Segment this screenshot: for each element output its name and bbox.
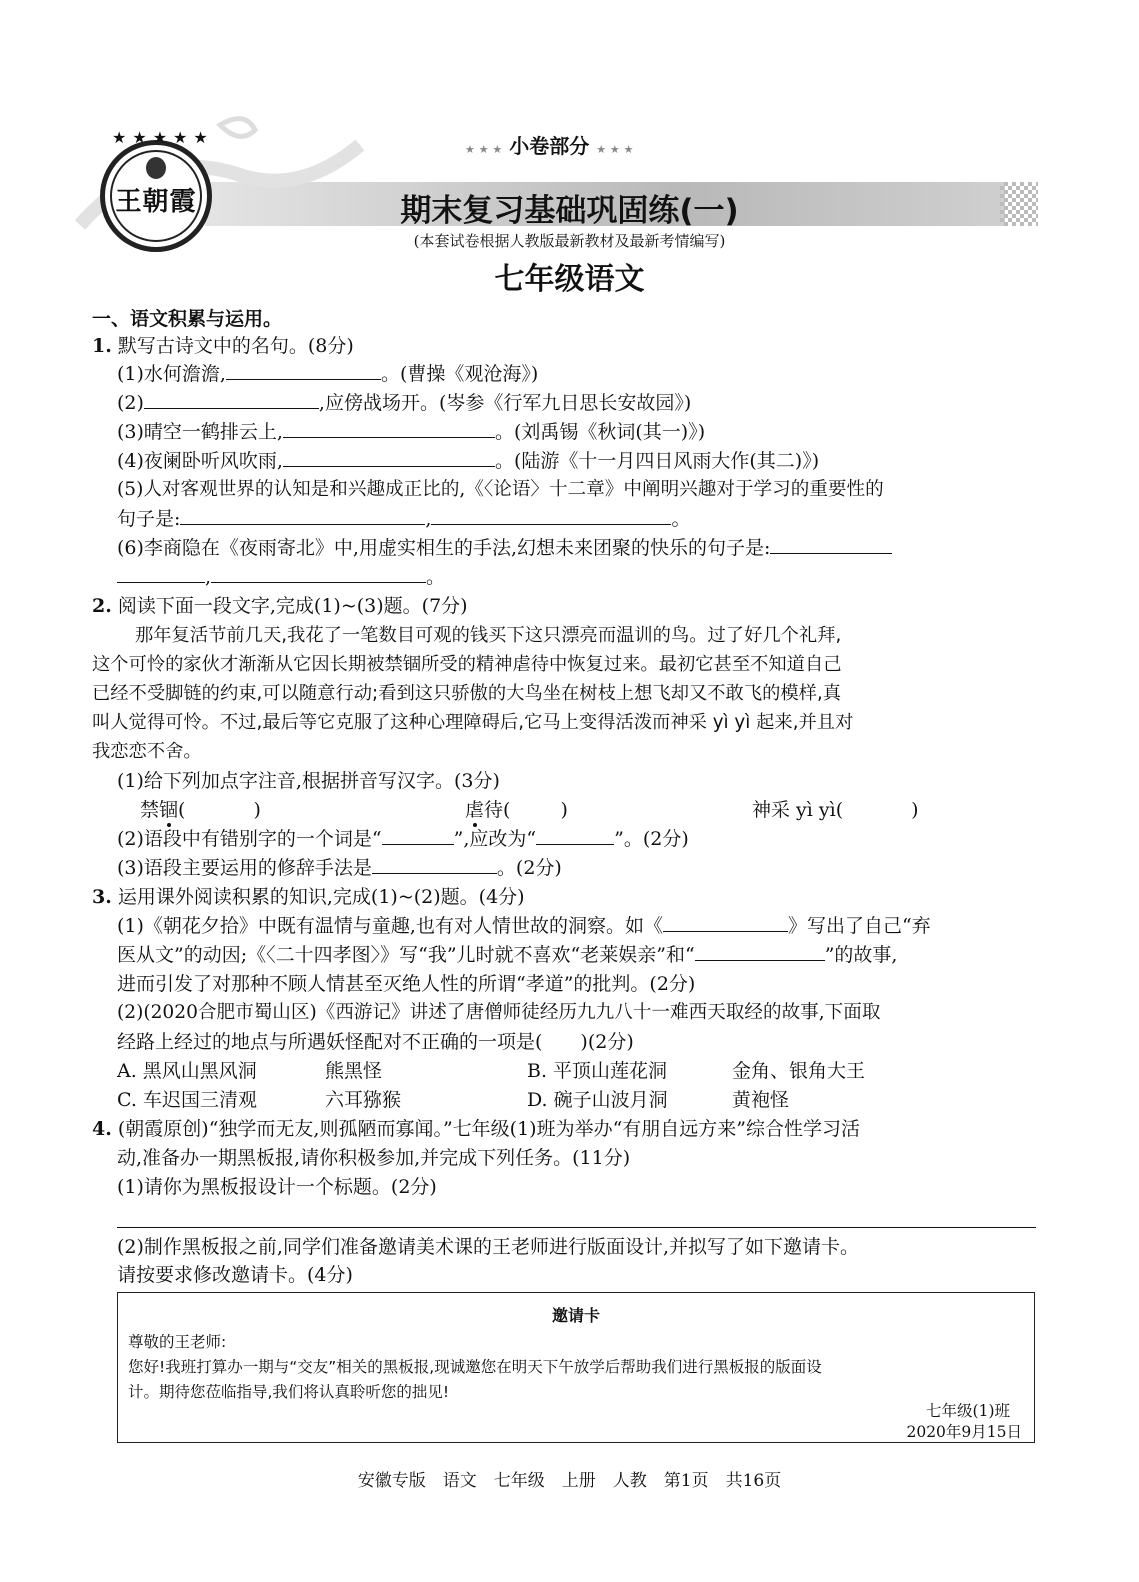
q1-item-2: (2) ,应傍战场开。(岑参《行军九日思长安故园》) xyxy=(117,392,692,414)
logo-stars: ★★★★★ xyxy=(112,128,214,147)
q1-item-6-cont: , 。 xyxy=(117,564,445,590)
q3-sub-2a: (2)(2020合肥市蜀山区)《西游记》讲述了唐僧师徒经历九九八十一难西天取经的故事,下面取 xyxy=(117,1002,881,1023)
q2-word-3: 神采 yì yì( ) xyxy=(752,799,919,821)
q3-sub-2b: 经路上经过的地点与所遇妖怪配对不正确的一项是( )(2分) xyxy=(117,1031,634,1053)
q4-sub-2b: 请按要求修改邀请卡。(4分) xyxy=(117,1264,353,1286)
q2-passage-1: 那年复活节前几天,我花了一笔数目可观的钱买下这只漂亮而温训的鸟。过了好几个礼拜, xyxy=(135,625,842,646)
q2-sub-3: (3)语段主要运用的修辞手法是 。(2分) xyxy=(117,857,562,879)
answer-blank[interactable] xyxy=(663,913,788,932)
card-date: 2020年9月15日 xyxy=(906,1423,1022,1441)
page-title: 期末复习基础巩固练(一) xyxy=(400,193,739,229)
q3-option-d[interactable]: D. 碗子山波月洞 黄袍怪 xyxy=(527,1089,790,1111)
answer-blank[interactable] xyxy=(372,855,497,874)
answer-blank[interactable] xyxy=(283,419,495,438)
q3-stem: 3. 运用课外阅读积累的知识,完成(1)~(2)题。(4分) xyxy=(92,886,525,908)
q4-sub-1: (1)请你为黑板报设计一个标题。(2分) xyxy=(117,1176,437,1198)
q1-item-1: (1)水何澹澹, 。(曹操《观沧海》) xyxy=(117,363,539,385)
q2-passage-4: 叫人觉得可怜。不过,最后等它克服了这种心理障碍后,它马上变得活泼而神采 yì yì 起来,并且对 xyxy=(92,712,854,733)
q2-stem: 2. 阅读下面一段文字,完成(1)~(3)题。(7分) xyxy=(92,595,468,617)
q3-sub-1b: 医从文”的动因;《〈二十四孝图〉》写“我”儿时就不喜欢“老莱娱亲”和“ ”的故事, xyxy=(117,944,898,966)
q3-option-b[interactable]: B. 平顶山莲花洞 金角、银角大王 xyxy=(527,1060,866,1082)
q3-option-a[interactable]: A. 黑风山黑风洞 熊黑怪 xyxy=(117,1060,383,1082)
page-subtitle: (本套试卷根据人教版最新教材及最新考情编写) xyxy=(413,232,726,250)
q3-sub-1c: 进而引发了对那种不顾人情甚至灭绝人性的所谓“孝道”的批判。(2分) xyxy=(117,973,696,995)
q2-sub-1: (1)给下列加点字注音,根据拼音写汉字。(3分) xyxy=(117,770,500,792)
q2-word-2: 虐待( ) xyxy=(465,799,568,821)
q2-passage-5: 我恋恋不舍。 xyxy=(92,741,202,762)
star-icon: ★ ★ ★ xyxy=(465,143,503,156)
q1-item-5-cont: 句子是: , 。 xyxy=(117,508,691,530)
page-footer: 安徽专版 语文 七年级 上册 人教 第1页 共16页 xyxy=(357,1471,782,1491)
q4-answer-line[interactable] xyxy=(117,1227,1036,1228)
q4-stem-2: 动,准备办一期黑板报,请你积极参加,并完成下列任务。(11分) xyxy=(117,1147,631,1169)
subject-title: 七年级语文 xyxy=(494,262,645,297)
card-greeting: 尊敬的王老师: xyxy=(128,1333,227,1351)
q4-sub-2a: (2)制作黑板报之前,同学们准备邀请美术课的王老师进行版面设计,并拟写了如下邀请卡。 xyxy=(117,1236,859,1258)
answer-blank[interactable] xyxy=(211,564,426,583)
answer-blank[interactable] xyxy=(695,942,825,961)
card-signature: 七年级(1)班 xyxy=(926,1402,1010,1420)
q2-word-1: 禁锢( ) xyxy=(140,799,261,821)
logo-portrait-icon xyxy=(146,157,166,179)
q2-passage-3: 已经不受脚链的约束,可以随意行动;看到这只骄傲的大鸟坐在树枝上想飞却又不敢飞的模样,真 xyxy=(92,683,842,704)
card-body-2: 计。期待您莅临指导,我们将认真聆听您的拙见! xyxy=(128,1383,450,1401)
part-heading: 一、语文积累与运用。 xyxy=(92,308,283,330)
answer-blank[interactable] xyxy=(180,506,425,525)
card-title: 邀请卡 xyxy=(551,1306,600,1325)
answer-blank[interactable] xyxy=(431,506,671,525)
q1-item-4: (4)夜阑卧听风吹雨, 。(陆游《十一月四日风雨大作(其二)》) xyxy=(117,450,820,472)
q3-option-c[interactable]: C. 车迟国三清观 六耳猕猴 xyxy=(117,1089,402,1111)
q2-sub-2: (2)语段中有错别字的一个词是“ ”,应改为“ ”。(2分) xyxy=(117,828,689,850)
answer-blank[interactable] xyxy=(536,826,614,845)
q1-stem: 1. 默写古诗文中的名句。(8分) xyxy=(92,335,354,357)
q1-item-3: (3)晴空一鹤排云上, 。(刘禹锡《秋词(其一)》) xyxy=(117,421,706,443)
q3-sub-1a: (1)《朝花夕拾》中既有温情与童趣,也有对人情世故的洞察。如《 》写出了自己“弃 xyxy=(117,915,931,937)
q2-passage-2: 这个可怜的家伙才渐渐从它因长期被禁锢所受的精神虐待中恢复过来。最初它甚至不知道自己 xyxy=(92,654,842,675)
q4-stem-1: 4. (朝霞原创)“独学而无友,则孤陋而寡闻。”七年级(1)班为举办“有朋自远方来”综合性学习活 xyxy=(92,1118,861,1140)
answer-blank[interactable] xyxy=(144,390,319,409)
answer-blank[interactable] xyxy=(226,361,381,380)
star-icon: ★ ★ ★ xyxy=(596,143,634,156)
logo-text: 王朝霞 xyxy=(115,187,197,217)
q1-item-5: (5)人对客观世界的认知是和兴趣成正比的,《〈论语〉十二章》中阐明兴趣对于学习的重要性的 xyxy=(117,479,884,500)
q1-item-6: (6)李商隐在《夜雨寄北》中,用虚实相生的手法,幻想未来团聚的快乐的句子是: xyxy=(117,535,892,561)
answer-blank[interactable] xyxy=(770,535,892,554)
answer-blank[interactable] xyxy=(117,564,205,583)
section-tag: ★ ★ ★ 小卷部分 ★ ★ ★ xyxy=(465,134,634,158)
answer-blank[interactable] xyxy=(283,448,495,467)
invitation-card xyxy=(117,1292,1035,1443)
answer-blank[interactable] xyxy=(382,826,454,845)
card-body-1: 您好!我班打算办一期与“交友”相关的黑板报,现诚邀您在明天下午放学后帮助我们进行黑板报的版面设 xyxy=(128,1358,822,1376)
